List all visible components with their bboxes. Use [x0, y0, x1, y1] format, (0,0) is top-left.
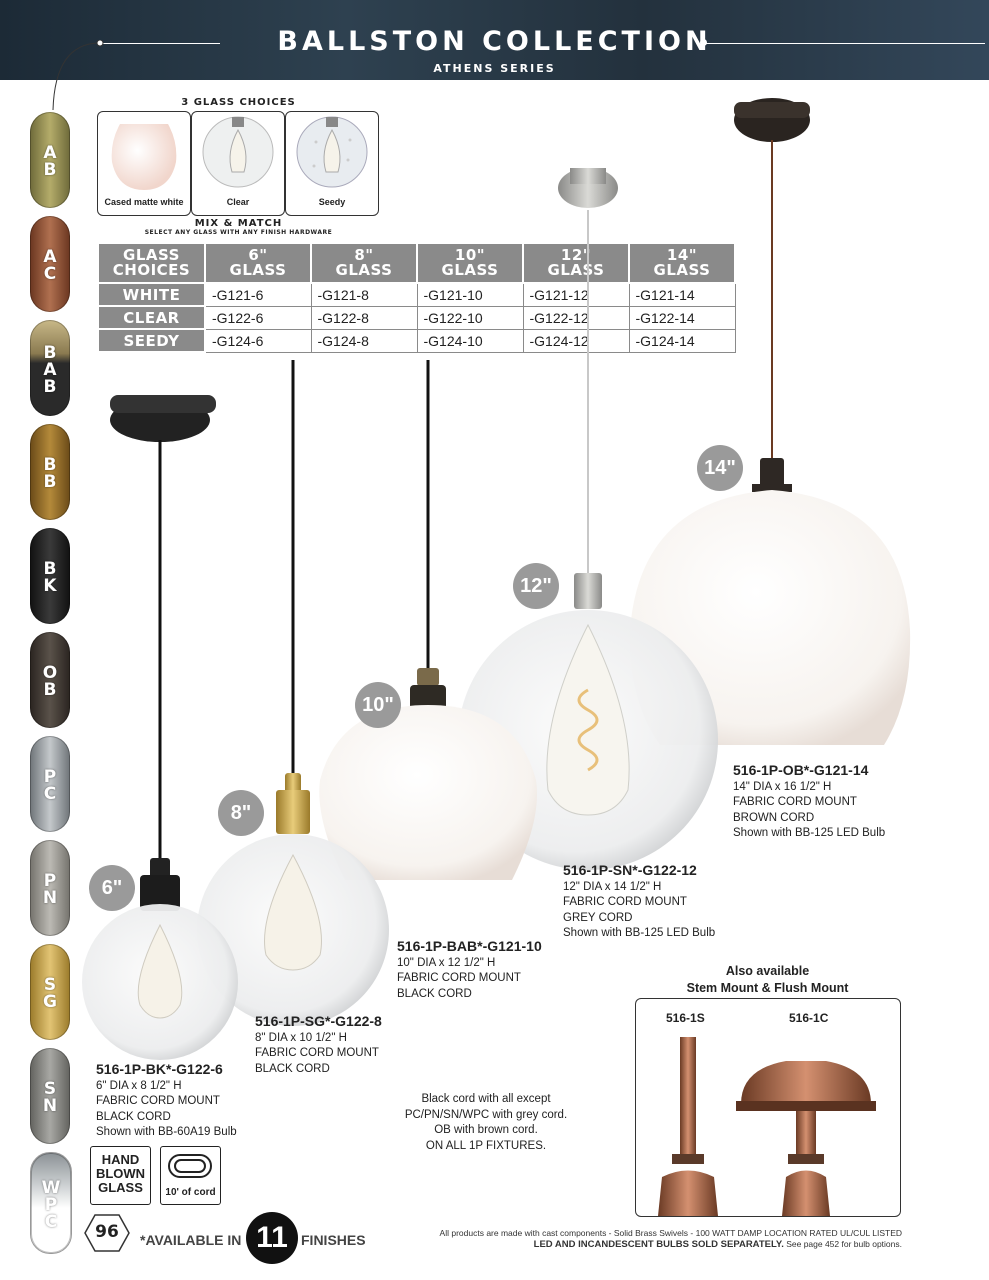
product-spec: 6" DIA x 8 1/2" H	[96, 1079, 182, 1092]
table-cell: -G121-14	[629, 283, 735, 306]
page-number-badge	[83, 1213, 131, 1253]
table-cell: -G121-6	[205, 283, 311, 306]
finish-swatch-bk[interactable]: BK	[30, 528, 70, 624]
page-title: BALLSTON COLLECTION	[277, 26, 712, 57]
glass-choices-title: 3 GLASS CHOICES	[181, 97, 296, 108]
table-cell: -G122-12	[523, 306, 629, 329]
product-spec: 8" DIA x 10 1/2" H	[255, 1031, 347, 1044]
table-header-cell: GLASS CHOICES	[98, 243, 205, 283]
finish-swatch-bb[interactable]: BB	[30, 424, 70, 520]
size-badge-14: 14"	[697, 445, 743, 491]
product-spec: FABRIC CORD MOUNT	[733, 796, 857, 808]
product-info-14	[733, 763, 885, 842]
stem-flush-illustration	[636, 999, 900, 1216]
table-cell: -G122-14	[629, 306, 735, 329]
product-spec: BLACK CORD	[397, 987, 472, 1000]
also-available-title: Also available	[725, 964, 810, 978]
finish-swatch-sn[interactable]: SN	[30, 1048, 70, 1144]
product-spec: BLACK CORD	[96, 1110, 171, 1123]
product-spec: Shown with BB-125 LED Bulb	[733, 827, 886, 839]
product-spec: FABRIC CORD MOUNT	[563, 896, 687, 908]
table-header-cell: 12" GLASS	[523, 243, 629, 283]
table-header-cell: 14" GLASS	[629, 243, 735, 283]
table-cell: -G122-10	[417, 306, 523, 329]
product-model: 516-1P-SN*-G122-12	[563, 862, 697, 878]
product-spec: 12" DIA x 14 1/2" H	[563, 880, 662, 893]
table-header-cell: 8" GLASS	[311, 243, 417, 283]
table-cell: -G124-8	[311, 329, 417, 352]
pendant-6	[82, 395, 238, 1060]
page-subtitle: ATHENS SERIES	[433, 62, 556, 75]
size-badge-6: 6"	[89, 865, 135, 911]
size-badge-10: 10"	[355, 682, 401, 728]
cord-note-line: OB with brown cord.	[434, 1124, 538, 1136]
table-cell: -G121-10	[417, 283, 523, 306]
finish-swatch-bab[interactable]: BAB	[30, 320, 70, 416]
product-model: 516-1P-BK*-G122-6	[96, 1061, 223, 1077]
legal-line: All products are made with cast components - Solid Brass Swivels - 100 WATT DAMP LOCATION RATED UL/CUL LISTED	[439, 1228, 902, 1238]
page-number: 96	[95, 1222, 119, 1242]
also-available	[635, 963, 900, 997]
finish-swatch-pn[interactable]: PN	[30, 840, 70, 936]
mix-match-subtitle: SELECT ANY GLASS WITH ANY FINISH HARDWARE	[144, 229, 333, 236]
size-badge-12: 12"	[513, 563, 559, 609]
row-label: WHITE	[98, 283, 205, 306]
badge-line: GLASS	[98, 1180, 143, 1195]
product-spec: BLACK CORD	[255, 1062, 330, 1075]
hand-blown-glass-badge	[90, 1146, 151, 1205]
finish-swatch-pc[interactable]: PC	[30, 736, 70, 832]
badge-line: HAND	[101, 1152, 140, 1167]
table-cell: -G121-8	[311, 283, 417, 306]
table-cell: -G124-6	[205, 329, 311, 352]
finish-swatch-ac[interactable]: AC	[30, 216, 70, 312]
stem-flush-box	[635, 998, 901, 1217]
stem-model-label: 516-1S	[666, 1011, 705, 1025]
finish-swatch-ab[interactable]: AB	[30, 112, 70, 208]
table-cell: -G124-14	[629, 329, 735, 352]
legal-text	[380, 1228, 902, 1250]
also-available-subtitle: Stem Mount & Flush Mount	[686, 981, 849, 995]
product-model: 516-1P-OB*-G121-14	[733, 762, 869, 778]
available-in-text: *AVAILABLE IN	[140, 1232, 242, 1248]
finish-swatch-sg[interactable]: SG	[30, 944, 70, 1040]
table-cell: -G122-6	[205, 306, 311, 329]
product-info-8	[255, 1014, 382, 1077]
legal-line-bold: LED AND INCANDESCENT BULBS SOLD SEPARATELY.	[533, 1239, 784, 1250]
finish-count-badge: 11	[246, 1212, 298, 1264]
mix-match-title: MIX & MATCH	[194, 218, 283, 229]
table-cell: -G124-10	[417, 329, 523, 352]
product-spec: GREY CORD	[563, 911, 633, 924]
finish-swatch-ob[interactable]: OB	[30, 632, 70, 728]
glass-choice-label: Clear	[226, 197, 250, 207]
cord-note-line: PC/PN/SN/WPC with grey cord.	[404, 1108, 568, 1121]
table-header-cell: 6" GLASS	[205, 243, 311, 283]
cord-note-line: Black cord with all except	[421, 1093, 551, 1105]
product-spec: FABRIC CORD MOUNT	[397, 972, 521, 984]
table-cell: -G124-12	[523, 329, 629, 352]
product-model: 516-1P-SG*-G122-8	[255, 1013, 382, 1029]
flush-model-label: 516-1C	[789, 1011, 829, 1025]
table-cell: -G122-8	[311, 306, 417, 329]
product-model: 516-1P-BAB*-G121-10	[397, 938, 542, 954]
row-label: SEEDY	[98, 329, 205, 352]
finish-swatch-wpc[interactable]: WPC	[30, 1152, 72, 1254]
product-spec: 10" DIA x 12 1/2" H	[397, 956, 496, 969]
table-cell: -G121-12	[523, 283, 629, 306]
legal-line-rest: See page 452 for bulb options.	[786, 1239, 902, 1249]
glass-choice-label: Seedy	[318, 197, 346, 207]
cord-note-line: ON ALL 1P FIXTURES.	[425, 1139, 547, 1152]
product-spec: BROWN CORD	[733, 811, 815, 824]
cord-note	[380, 1092, 592, 1154]
table-header-cell: 10" GLASS	[417, 243, 523, 283]
badge-line: BLOWN	[95, 1166, 146, 1181]
product-info-10	[397, 939, 542, 1002]
product-spec: FABRIC CORD MOUNT	[96, 1095, 220, 1107]
pendant-10	[319, 360, 537, 880]
glass-choice-label: Cased matte white	[104, 197, 184, 207]
product-info-12	[563, 863, 715, 942]
finishes-text: FINISHES	[301, 1232, 366, 1248]
product-spec: Shown with BB-60A19 Bulb	[96, 1126, 237, 1138]
coiled-cord-icon	[161, 1147, 220, 1183]
product-spec: FABRIC CORD MOUNT	[255, 1047, 379, 1059]
cord-length-badge	[160, 1146, 221, 1205]
product-info-6	[96, 1062, 237, 1141]
size-badge-8: 8"	[218, 790, 264, 836]
product-spec: Shown with BB-125 LED Bulb	[563, 927, 716, 939]
cord-length-text: 10' of cord	[165, 1187, 216, 1198]
product-spec: 14" DIA x 16 1/2" H	[733, 780, 832, 793]
row-label: CLEAR	[98, 306, 205, 329]
